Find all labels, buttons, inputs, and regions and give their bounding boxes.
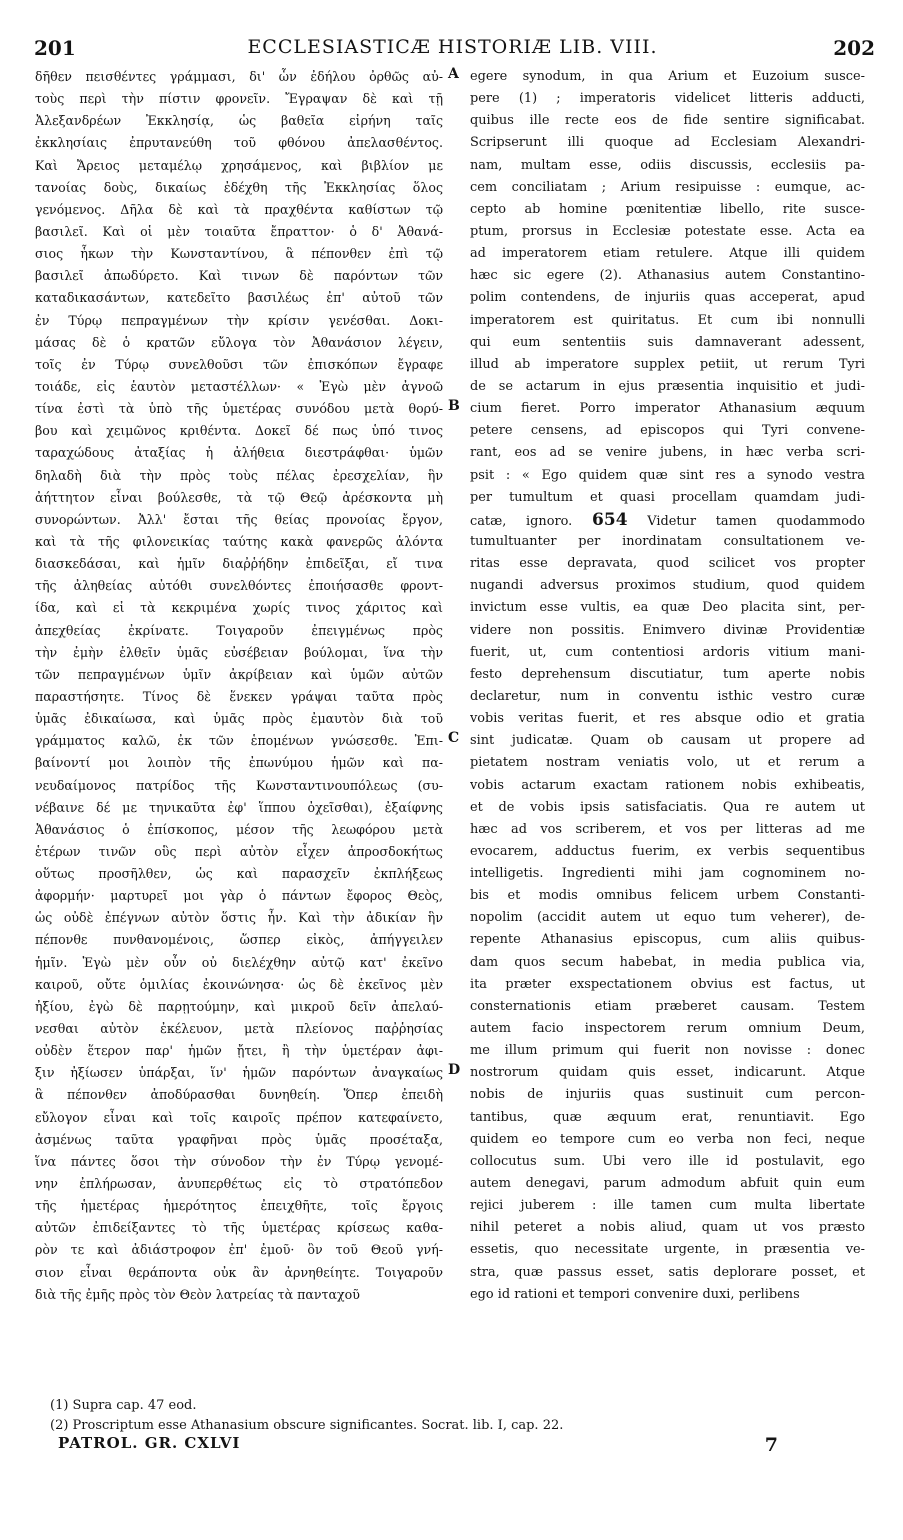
greek-line: ἀσμένως ταῦτα γραφῆναι πρὸς ὑμᾶς προσέταξα, (35, 1131, 443, 1147)
latin-line: intelligetis. Ingredienti mihi jam cognominem no- (470, 866, 865, 882)
margin-marker-c: C (448, 730, 460, 746)
latin-line: hæc sic egere (2). Athanasius autem Constantino- (470, 268, 865, 284)
latin-line: nostrorum quidam quis esset, indicarunt. Atque (470, 1065, 865, 1081)
footnotes (50, 1396, 750, 1436)
latin-line: nugandi adversus proximos studium, quod quidem (470, 578, 865, 594)
greek-line: διασκεδάσαι, καὶ ἡμῖν διαῤῥήδην ἐπιδεῖξαι, εἴ τινα (35, 556, 443, 572)
greek-line: συνορώντων. Ἀλλ' ἔσται τῆς θείας προνοίας ἔργον, (35, 511, 443, 527)
greek-line: ἐν Τύρῳ πεπραγμένων τὴν κρίσιν γενέσθαι. Δοκι- (35, 312, 443, 328)
greek-line: νην ἐπλήρωσαν, ἀνυπερθέτως εἰς τὸ στρατόπεδον (35, 1176, 443, 1192)
greek-line: ἡμῖν. Ἐγὼ μὲν οὖν οὐ διελέχθην αὐτῷ κατ' ἐκεῖνο (35, 954, 443, 970)
greek-line: παραστήσητε. Τίνος δὲ ἕνεκεν γράψαι ταῦτα πρὸς (35, 688, 443, 704)
margin-marker-b: B (448, 398, 460, 414)
latin-line: fuerit, ut, cum contentiosi ardoris vitium mani- (470, 644, 865, 660)
greek-line: ἀφορμήν· μαρτυρεῖ μοι γὰρ ὁ πάντων ἔφορος Θεὸς, (35, 888, 443, 904)
sheet-number: 7 (764, 1434, 778, 1456)
greek-line: ἃ πέπονθεν ἀποδύρασθαι δυνηθείη. Ὅπερ ἐπειδὴ (35, 1087, 443, 1103)
greek-line: Ἀθανάσιος ὁ ἐπίσκοπος, μέσον τῆς λεωφόρου μετὰ (35, 821, 443, 837)
footnote: (1) Supra cap. 47 eod. (50, 1398, 197, 1413)
latin-line: egere synodum, in qua Arium et Euzoium susce- (470, 69, 865, 84)
greek-line: βασιλεῖ. Καὶ οἱ μὲν τοιαῦτα ἔπραττον· ὁ δ' Ἀθανά- (35, 223, 443, 239)
latin-line: bis et modis omnibus felicem urbem Constanti- (470, 888, 865, 904)
latin-line: ptum, prorsus in Ecclesiæ potestate esse. Acta ea (470, 223, 865, 239)
greek-line: βασιλεῖ ἀπωδύρετο. Καὶ τινων δὲ παρόντων τῶν (35, 268, 443, 284)
latin-line: tantibus, quæ æquum erat, renuntiavit. Ego (470, 1109, 865, 1125)
greek-line: οὕτως προσῆλθεν, ὡς καὶ παρασχεῖν ἐκπλήξεως (35, 866, 443, 882)
latin-line: de se actarum in ejus præsentia inquisitio et judi- (470, 378, 865, 394)
greek-line: ἑτέρων τινῶν οὓς περὶ αὐτὸν εἶχεν ἀπροσδοκήτως (35, 843, 443, 859)
margin-marker-a: A (448, 66, 459, 82)
greek-line: εὔλογον εἶναι καὶ τοῖς καιροῖς πρέπον κατεφαίνετο, (35, 1109, 443, 1125)
greek-line: διὰ τῆς ἐμῆς πρὸς τὸν Θεὸν λατρείας τὰ πανταχοῦ (35, 1286, 360, 1302)
greek-line: νευδαίμονος πατρίδος τῆς Κωνσταντινουπόλεως (συ- (35, 777, 443, 793)
inline-page-number: 654 (592, 509, 628, 530)
greek-line: οὐδὲν ἕτερον παρ' ἡμῶν ᾔτει, ἢ τὴν ὑμετέραν ἀφι- (35, 1043, 443, 1059)
latin-line: polim contendens, de injuriis quas acceperat, apud (470, 290, 865, 306)
greek-line: τοῖς ἐν Τύρῳ συνελθοῦσι τῶν ἐπισκόπων ἔγραφε (35, 356, 443, 372)
greek-line: πέπονθε πυνθανομένοις, ὥσπερ εἰκὸς, ἀπήγγειλεν (35, 932, 443, 948)
greek-line: Καὶ Ἄρειος μεταμέλῳ χρησάμενος, καὶ βιβλίον με (35, 157, 443, 173)
greek-line: τοὺς περὶ τὴν πίστιν φρονεῖν. Ἔγραψαν δὲ καὶ τῇ (35, 91, 443, 107)
greek-line: τῶν πεπραγμένων ὑμῖν ἀκρίβειαν καὶ ὑμῶν αὐτῶν (35, 666, 443, 682)
latin-line: imperatorem est quiritatus. Et cum ibi nonnulli (470, 312, 865, 328)
running-title: ECCLESIASTICÆ HISTORIÆ LIB. VIII. (247, 36, 658, 58)
latin-line: hæc ad vos scriberem, et vos per litteras ad me (470, 821, 865, 837)
latin-line: invictum esse vultis, ea quæ Deo placita sint, per- (470, 600, 865, 616)
latin-line: nam, multam esse, odiis discussis, ecclesiis pa- (470, 157, 865, 173)
greek-line: καταδικασάντων, κατεδεῖτο βασιλέως ἐπ' αὐτοῦ τῶν (35, 290, 443, 306)
margin-marker-d: D (448, 1062, 461, 1078)
latin-line: illud ab imperatore supplex petiit, ut rerum Tyri (470, 356, 865, 372)
greek-line: καιροῦ, οὔτε ὁμιλίας ἐκοινώνησα· ὡς δὲ ἐκεῖνος μὲν (35, 976, 443, 992)
latin-line: nihil peteret a nobis aliud, quam ut vos præsto (470, 1220, 865, 1236)
latin-line: et de vobis ipsis satisfaciatis. Qua re autem ut (470, 799, 865, 815)
greek-line: σιον εἶναι θεράποντα οὐκ ἂν ἀρνηθείητε. Τοιγαροῦν (35, 1264, 443, 1280)
page-footer (58, 1434, 778, 1458)
latin-line: pere (1) ; imperatoris videlicet litteris adducti, (470, 91, 865, 107)
latin-line: videre non possitis. Enimvero divinæ Providentiæ (470, 622, 865, 638)
latin-line: vobis veritas fuerit, et res absque odio et gratia (470, 711, 865, 727)
latin-line: quidem eo tempore cum eo verba non feci, neque (470, 1131, 865, 1147)
latin-line: tumultuanter per inordinatam consultationem ve- (470, 533, 865, 549)
latin-line: sint judicatæ. Quam ob causam ut propere ad (470, 733, 865, 749)
greek-line: βου καὶ χειμῶνος κριθέντα. Δοκεῖ δέ πως ὑπό τινος (35, 423, 443, 439)
greek-line: ὑμᾶς ἐδικαίωσα, καὶ ὑμᾶς πρὸς ἐμαυτὸν διὰ τοῦ (35, 711, 443, 727)
greek-line: αὐτῶν ἐπιδείξαντες τὸ τῆς ὑμετέρας κρίσεως καθα- (35, 1220, 443, 1236)
page-header (30, 36, 875, 62)
latin-line: pietatem nostram veniatis volo, ut et rerum a (470, 755, 865, 771)
greek-line: καὶ τὰ τῆς φιλονεικίας ταύτης κακὰ φανερῶς ἁλόντα (35, 533, 443, 549)
greek-line: δηλαδὴ διὰ τὴν πρὸς τοὺς πέλας ἐρεσχελίαν, ἣν (35, 467, 443, 483)
latin-line: autem denegavi, parum admodum abfuit quin eum (470, 1176, 865, 1192)
latin-line: rant, eos ad se venire jubens, in hæc verba scri- (470, 445, 865, 461)
greek-line: ἐκκλησίαις ἐπρυτανεύθη τοῦ φθόνου ἀπελασθέντος. (35, 135, 443, 151)
latin-line: festo deprehensum discutiatur, tum aperte nobis (470, 666, 865, 682)
series-signature: PATROL. GR. CXLVI (58, 1434, 241, 1452)
latin-line: collocutus sum. Ubi vero ille id postulavit, ego (470, 1153, 865, 1169)
latin-line: autem facio inspectorem rerum omnium Deum, (470, 1021, 865, 1037)
latin-line: repente Athanasius episcopus, cum aliis quibus- (470, 932, 865, 948)
greek-line: νέβαινε δέ με τηνικαῦτα ἐφ' ἵππου ὀχεῖσθαι), ἐξαίφνης (35, 799, 443, 815)
latin-line: stra, quæ passus esset, satis deplorare posset, et (470, 1264, 865, 1280)
greek-line: δῆθεν πεισθέντες γράμμασι, δι' ὧν ἐδήλου ὀρθῶς αὐ- (35, 69, 443, 84)
greek-line: τῆς ἡμετέρας ἡμερότητος ἐπειχθῆτε, τοῖς ἔργοις (35, 1198, 443, 1214)
latin-line: ad imperatorem etiam retulere. Atque illi quidem (470, 246, 865, 262)
greek-line: γενόμενος. Δῆλα δὲ καὶ τὰ πραχθέντα καθίστων τῷ (35, 201, 443, 217)
greek-line: νεσθαι αὐτὸν ἐκέλευον, μετὰ πλείονος παῤῥησίας (35, 1021, 443, 1037)
latin-line: catæ, ignoro. 654 Videtur tamen quodammodo (470, 509, 865, 530)
latin-line: essetis, quo necessitate urgente, in præsentia ve- (470, 1242, 865, 1258)
greek-line: τῆς ἀληθείας αὐτόθι συνελθόντες ἐποιήσασθε φροντ- (35, 578, 443, 594)
greek-line: σιος ἧκων τὴν Κωνσταντίνου, ἃ πέπονθεν ἐπὶ τῷ (35, 246, 443, 262)
page-number-left: 201 (34, 36, 76, 60)
greek-line: Ἀλεξανδρέων Ἐκκλησίᾳ, ὡς βαθεῖα εἰρήνη ταῖς (35, 113, 443, 129)
greek-line: ἠξίου, ἐγὼ δὲ παρῃτούμην, καὶ μικροῦ δεῖν ἀπελαύ- (35, 998, 443, 1014)
greek-line: τοιάδε, εἰς ἑαυτὸν μεταστέλλων· « Ἐγὼ μὲν ἀγνοῶ (35, 378, 443, 394)
latin-column (470, 66, 865, 1306)
latin-line: declaretur, num in conventu isthic vestro curæ (470, 688, 865, 704)
greek-line: ξιν ἠξίωσεν ὑπάρξαι, ἵν' ἡμῶν παρόντων ἀναγκαίως (35, 1065, 443, 1081)
latin-line: me illum primum qui fuerit non novisse : donec (470, 1043, 865, 1059)
latin-line: cepto ab homine pœnitentiæ libello, rite susce- (470, 201, 865, 217)
latin-line: per tumultum et quasi procellam quamdam judi- (470, 489, 865, 505)
greek-line: τίνα ἐστὶ τὰ ὑπὸ τῆς ὑμετέρας συνόδου μετὰ θορύ- (35, 401, 443, 417)
latin-line: ritas esse depravata, quod scilicet vos propter (470, 556, 865, 572)
latin-line: cium fieret. Porro imperator Athanasium æquum (470, 401, 865, 417)
greek-line: γράμματος καλῶ, ἐκ τῶν ἑπομένων γνώσεσθε. Ἐπι- (35, 733, 443, 749)
greek-line: ἵνα πάντες ὅσοι τὴν σύνοδον τὴν ἐν Τύρῳ γενομέ- (35, 1153, 443, 1169)
greek-line: ταραχώδους ἀταξίας ἡ ἀλήθεια διεστράφθαι· ὑμῶν (35, 445, 443, 461)
latin-line: rejici juberem : ille tamen cum multa libertate (470, 1198, 865, 1214)
greek-column (35, 66, 443, 1306)
greek-line: ρὸν τε καὶ ἀδιάστροφον ἐπ' ἐμοῦ· ὃν τοῦ Θεοῦ γνή- (35, 1242, 443, 1258)
footnote: (2) Proscriptum esse Athanasium obscure significantes. Socrat. lib. I, cap. 22. (50, 1418, 564, 1433)
greek-line: ὡς οὐδὲ ἐπέγνων αὐτὸν ὅστις ἦν. Καὶ τὴν ἀδικίαν ἣν (35, 910, 443, 926)
latin-line: nopolim (accidit autem ut equo tum veherer), de- (470, 910, 865, 926)
latin-line: petere censens, ad episcopos qui Tyri convene- (470, 423, 865, 439)
latin-line: qui eum sententiis suis damnaverant adessent, (470, 334, 865, 350)
greek-line: ἀήττητον εἶναι βούλεσθε, τὰ τῷ Θεῷ ἀρέσκοντα μὴ (35, 489, 443, 505)
latin-line: evocarem, adductus fuerim, ex verbis sequentibus (470, 843, 865, 859)
greek-line: τὴν ἐμὴν ἐλθεῖν ὑμᾶς εὐσέβειαν βούλομαι, ἵνα τὴν (35, 644, 443, 660)
latin-line: cem conciliatam ; Arium resipuisse : eumque, ac- (470, 179, 865, 195)
latin-line: Scripserunt illi quoque ad Ecclesiam Alexandri- (470, 135, 865, 151)
latin-line: ego id rationi et tempori convenire duxi, perlibens (470, 1286, 800, 1302)
latin-line: dam quos secum habebat, in media publica via, (470, 954, 865, 970)
greek-line: ἀπεχθείας ἐκρίνατε. Τοιγαροῦν ἐπειγμένως πρὸς (35, 622, 443, 638)
greek-line: τανοίας δοὺς, δικαίως ἐδέχθη τῆς Ἐκκλησίας ὅλος (35, 179, 443, 195)
greek-line: μάσας δὲ ὁ κρατῶν εὔλογα τὸν Ἀθανάσιον λέγειν, (35, 334, 443, 350)
latin-line: nobis de injuriis quas sustinuit cum percon- (470, 1087, 865, 1103)
greek-line: ίδα, καὶ εἰ τὰ κεκριμένα χωρίς τινος χάριτος καὶ (35, 600, 443, 616)
latin-line: quibus ille recte eos de fide sentire significabat. (470, 113, 865, 129)
latin-line: psit : « Ego quidem quæ sint res a synodo vestra (470, 467, 865, 483)
page-number-right: 202 (833, 36, 875, 60)
latin-line: consternationis etiam præberet causam. Testem (470, 998, 865, 1014)
latin-line: vobis actarum exactam rationem nobis exhibeatis, (470, 777, 865, 793)
greek-line: βαίνοντί μοι λοιπὸν τῆς ἐπωνύμου ἡμῶν καὶ πα- (35, 755, 443, 771)
latin-line: ita præter exspectationem obvius est factus, ut (470, 976, 865, 992)
